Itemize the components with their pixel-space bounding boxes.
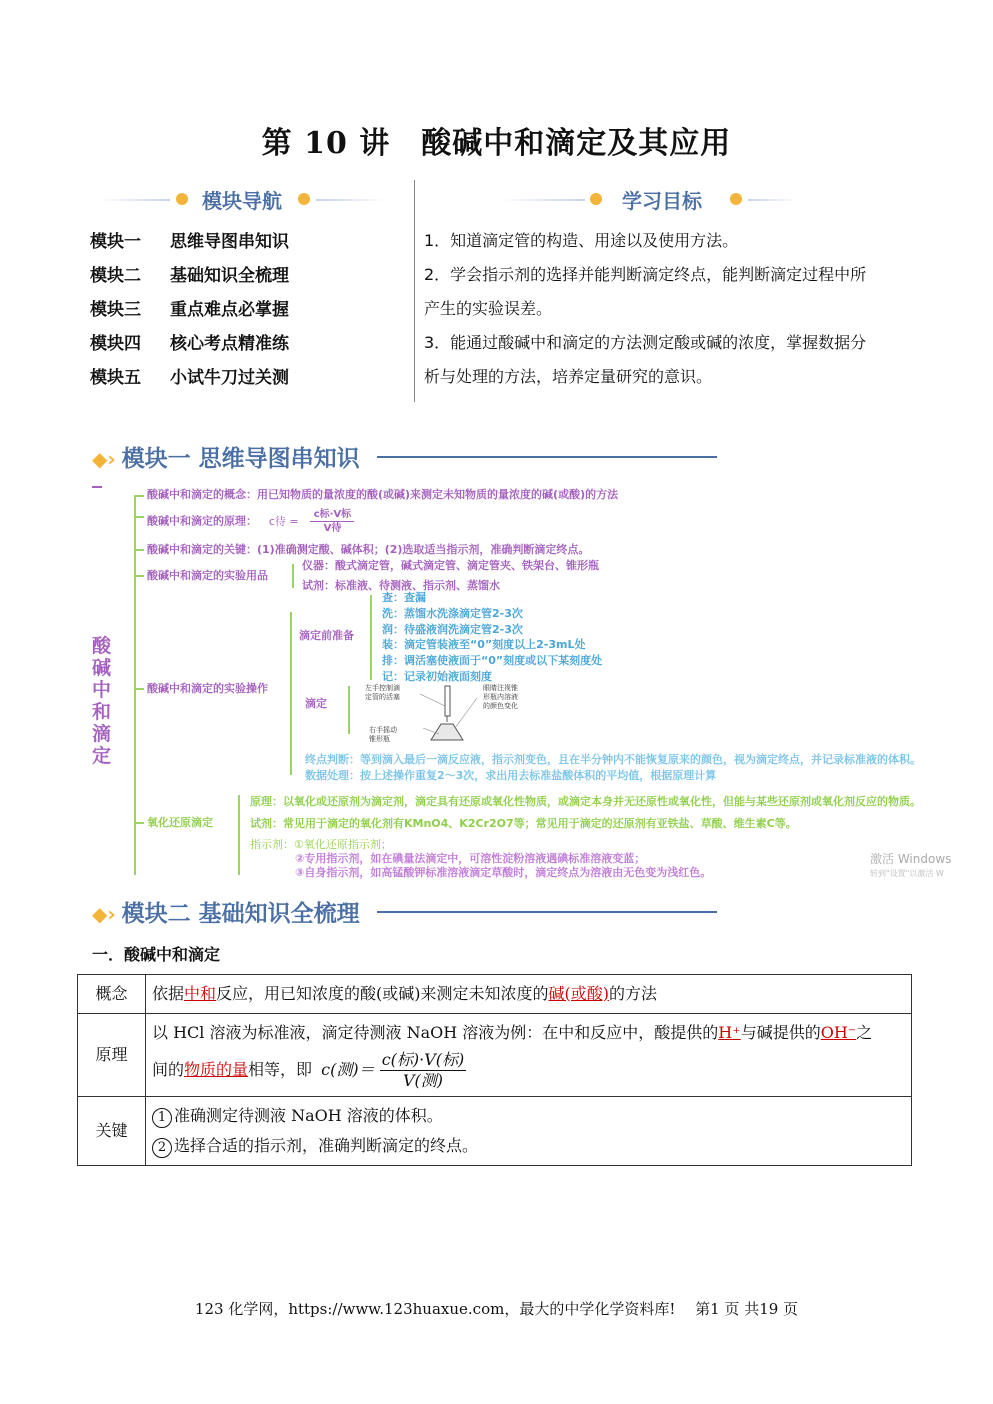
learning-goals-heading-bar: [500, 183, 800, 215]
page-title: 第 10 讲 酸碱中和滴定及其应用: [261, 126, 732, 161]
circled-number: 2: [152, 1138, 172, 1158]
goal-3b: 析与处理的方法，培养定量研究的意识。: [424, 367, 713, 386]
dot-icon: [730, 193, 742, 205]
row-header: 关键: [78, 1097, 146, 1166]
redox-node: 氧化还原滴定: [147, 816, 213, 829]
dot-icon: [298, 193, 310, 205]
redox-indicator-3: ③自身指示剂，如高锰酸钾标准溶液滴定草酸时，滴定终点为溶液由无色变为浅红色。: [295, 866, 712, 879]
goal-2b: 产生的实验误差。: [424, 299, 553, 318]
nav-item[interactable]: 模块四 核心考点精准练: [90, 334, 289, 354]
operations-node: 酸碱中和滴定的实验操作: [147, 682, 268, 695]
prep-step: 查：查漏: [382, 591, 426, 604]
page-footer: 123 化学网，https://www.123huaxue.com，最大的中学化学资料库! 第1 页 共19 页: [194, 1300, 799, 1318]
flask-and-burette-icon: [415, 684, 485, 744]
dot-icon: [590, 193, 602, 205]
table-row: [78, 1014, 912, 1097]
nav-item[interactable]: 模块一 思维导图串知识: [90, 232, 289, 252]
nav-item[interactable]: 模块二 基础知识全梳理: [90, 266, 289, 286]
table-row: [78, 1097, 912, 1166]
double-arrow-icon: ◆›: [92, 902, 116, 926]
redox-principle: 原理：以氧化或还原剂为滴定剂，滴定具有还原或氧化性物质，或滴定本身并无还原性或氧化性，但能与某些还原剂或氧化剂反应的物质。: [250, 795, 921, 808]
circled-number: 1: [152, 1108, 172, 1128]
supplies-node: 酸碱中和滴定的实验用品: [147, 569, 268, 582]
windows-activation-hint: 转到"设置"以激活 W: [870, 869, 944, 878]
prep-step: 装：滴定管装液至“0”刻度以上2-3mL处: [382, 638, 586, 651]
goal-3a: 3．能通过酸碱中和滴定的方法测定酸或碱的浓度，掌握数据分: [424, 333, 867, 352]
double-arrow-icon: ◆›: [92, 447, 116, 471]
concept-node: 酸碱中和滴定的概念：用已知物质的量浓度的酸(或碱)来测定未知物质的量浓度的碱(或酸)的方法: [147, 488, 619, 501]
data-processing-node: 数据处理：按上述操作重复2～3次，求出用去标准盐酸体积的平均值，根据原理计算: [305, 769, 717, 782]
prep-step: 记：记录初始液面刻度: [382, 670, 492, 683]
module1-heading: ◆› 模块一 思维导图串知识: [92, 440, 722, 474]
knowledge-table: [77, 974, 912, 1166]
learning-goals: [424, 224, 924, 394]
redox-reagents: 试剂：常见用于滴定的氧化剂有KMnO4、K2Cr2O7等；常见用于滴定的还原剂有亚铁盐、草酸、维生素C等。: [250, 817, 797, 830]
redox-indicator: 指示剂：①氧化还原指示剂；: [250, 838, 392, 851]
key-node: 酸碱中和滴定的关键：(1)准确测定酸、碱体积；(2)选取适当指示剂，准确判断滴定终点。: [147, 543, 590, 556]
redox-indicator-2: ②专用指示剂，如在碘量法滴定中，可溶性淀粉溶液遇碘标准溶液变蓝；: [295, 852, 646, 865]
prep-node: 滴定前准备: [299, 629, 354, 642]
table-row: [78, 975, 912, 1014]
prep-step: 润：待盛液润洗滴定管2-3次: [382, 623, 523, 636]
endpoint-node: 终点判断：等到滴入最后一滴反应液，指示剂变色，且在半分钟内不能恢复原来的颜色，视为滴定终点，并记录标准液的体积。: [305, 753, 921, 766]
nav-item[interactable]: 模块五 小试牛刀过关测: [90, 368, 289, 388]
goal-2a: 2．学会指示剂的选择并能判断滴定终点，能判断滴定过程中所: [424, 265, 867, 284]
principle-cell: 以 HCl 溶液为标准液，滴定待测液 NaOH 溶液为例：在中和反应中，酸提供的H⁺与碱提供的OH⁻之 间的物质的量相等，即 c(测)＝ $\frac{\text{c(标)·V(标)}}{\text{V(测)}}$: [146, 1014, 912, 1097]
module2-heading: ◆› 模块二 基础知识全梳理: [92, 895, 722, 929]
module-nav-list: [90, 230, 289, 400]
windows-activation-watermark: 激活 Windows: [870, 852, 952, 866]
dot-icon: [176, 193, 188, 205]
mindmap-center-title: 酸 碱 中 和 滴 定: [92, 635, 112, 767]
row-header: 概念: [78, 975, 146, 1014]
row-header: 原理: [78, 1014, 146, 1097]
learning-goals-heading: 学习目标: [622, 189, 702, 213]
instruments-node: 仪器：酸式滴定管，碱式滴定管、滴定管夹、铁架台、锥形瓶: [302, 559, 599, 572]
reagents-node: 试剂：标准液、待测液、指示剂、蒸馏水: [302, 579, 500, 592]
column-divider: [414, 180, 415, 402]
section-heading: 一．酸碱中和滴定: [92, 945, 221, 964]
prep-step: 洗：蒸馏水洗涤滴定管2-3次: [382, 607, 523, 620]
module-nav-heading-bar: [100, 183, 390, 215]
principle-node: 酸碱中和滴定的原理： c待 = $\frac{\text{c标·V标}}{\text{V待}}$: [147, 508, 354, 535]
key-cell: 1 准确测定待测液 NaOH 溶液的体积。 2 选择合适的指示剂，准确判断滴定的终点。: [146, 1097, 912, 1166]
module-nav-heading: 模块导航: [202, 189, 282, 213]
concept-cell: 依据中和反应，用已知浓度的酸(或碱)来测定未知浓度的碱(或酸)的方法: [146, 975, 912, 1014]
titration-node: 滴定: [305, 697, 327, 710]
titration-figure: 左手控制滴 定管的活塞 右手摇动 锥形瓶 眼睛注视锥 形瓶内溶液 的颜色变化: [365, 684, 518, 743]
nav-item[interactable]: 模块三 重点难点必掌握: [90, 300, 289, 320]
prep-step: 排：调活塞使液面于“0”刻度或以下某刻度处: [382, 654, 603, 667]
goal-1: 1．知道滴定管的构造、用途以及使用方法。: [424, 231, 739, 250]
